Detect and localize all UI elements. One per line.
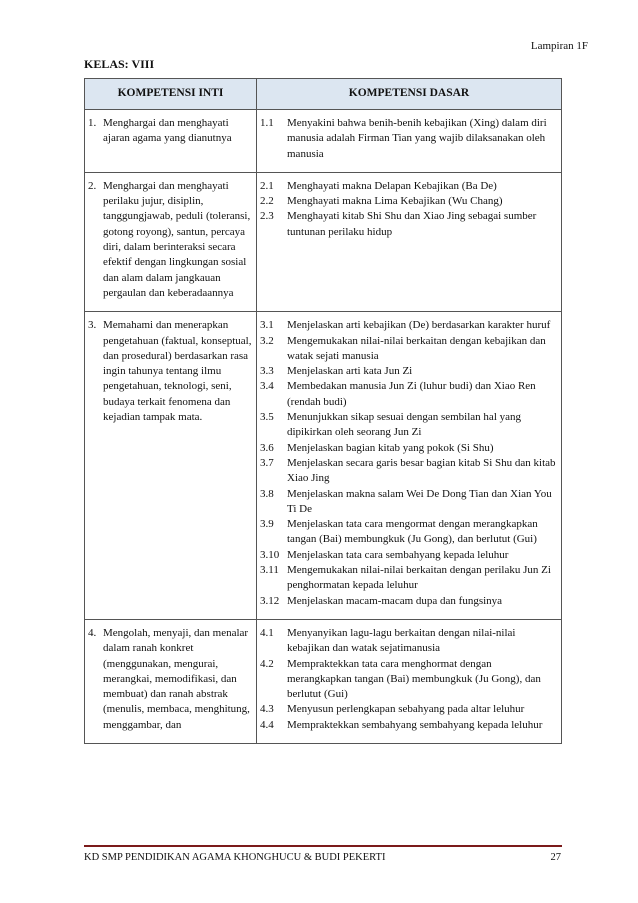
kd-text: Menjelaskan tata cara mengormat dengan merangkapkan tangan (Bai) membungkuk (Ju Gong), dan berlutut (Gui) <box>287 518 538 546</box>
kd-number: 4.3 <box>260 703 274 716</box>
kd-number: 3.7 <box>260 456 274 469</box>
kd-number: 3.9 <box>260 518 274 531</box>
kd-number: 2.3 <box>260 210 274 223</box>
kd-number: 4.4 <box>260 718 274 731</box>
kd-text: Mengemukakan nilai-nilai berkaitan dengan kebajikan dan watak sejati manusia <box>287 334 546 362</box>
column-header-kd: KOMPETENSI DASAR <box>257 79 562 110</box>
kd-number: 4.1 <box>260 626 274 639</box>
kd-text: Menghayati kitab Shi Shu dan Xiao Jing sebagai sumber tuntunan perilaku hidup <box>287 210 537 238</box>
kd-item <box>260 626 559 657</box>
kd-item <box>260 563 559 594</box>
kd-text: Menjelaskan macam-macam dupa dan fungsinya <box>287 594 503 607</box>
kd-item <box>260 209 559 240</box>
ki-text: Mengolah, menyaji, dan menalar dalam ranah konkret (menggunakan, mengurai, merangkai, memodifikasi, dan membuat) dan ranah abstrak (menulis, membaca, menghitung, menggambar, dan <box>103 626 250 731</box>
kd-item <box>260 718 559 733</box>
kd-item <box>260 456 559 487</box>
kd-number: 3.5 <box>260 411 274 424</box>
kd-cell <box>257 172 562 311</box>
kd-text: Menjelaskan bagian kitab yang pokok (Si Shu) <box>287 441 494 454</box>
ki-item <box>88 318 254 425</box>
kd-text: Menyakini bahwa benih-benih kebajikan (Xing) dalam diri manusia adalah Firman Tian yang wajib dilaksanakan oleh manusia <box>287 117 547 160</box>
kd-text: Menghayati makna Lima Kebajikan (Wu Chang) <box>287 195 503 208</box>
ki-cell <box>85 619 257 743</box>
table-row <box>85 172 562 311</box>
table-header-row <box>85 79 562 110</box>
ki-cell <box>85 172 257 311</box>
kd-text: Menyanyikan lagu-lagu berkaitan dengan nilai-nilai kebajikan dan watak sejatimanusia <box>287 626 516 655</box>
kd-text: Menjelaskan tata cara sembahyang kepada leluhur <box>287 548 509 561</box>
kd-number: 1.1 <box>260 117 274 129</box>
kd-number: 3.12 <box>260 594 280 607</box>
ki-item <box>88 116 254 147</box>
footer-divider <box>84 845 562 847</box>
table-row <box>85 312 562 620</box>
footer-title: KD SMP PENDIDIKAN AGAMA KHONGHUCU & BUDI PEKERTI <box>84 852 386 863</box>
kd-number: 3.11 <box>260 564 279 577</box>
kd-number: 3.8 <box>260 487 274 500</box>
ki-text: Memahami dan menerapkan pengetahuan (faktual, konseptual, dan prosedural) berdasarkan rasa ingin tahunya tentang ilmu pengetahuan, teknologi, seni, budaya terkait fenomena dan kejadian tampak mata. <box>103 319 252 424</box>
ki-number: 3. <box>88 319 97 332</box>
kd-item <box>260 548 559 563</box>
ki-number: 2. <box>88 179 97 192</box>
kd-text: Menjelaskan arti kebajikan (De) berdasarkan karakter huruf <box>287 319 551 332</box>
kd-item <box>260 334 559 365</box>
kd-item <box>260 441 559 456</box>
ki-item <box>88 626 254 733</box>
kd-number: 3.4 <box>260 380 274 393</box>
kd-text: Menjelaskan secara garis besar bagian kitab Si Shu dan kitab Xiao Jing <box>287 456 556 485</box>
kd-number: 4.2 <box>260 657 274 670</box>
kd-number: 3.2 <box>260 334 274 347</box>
kd-item <box>260 179 559 194</box>
kd-text: Menjelaskan makna salam Wei De Dong Tian dan Xian You Ti De <box>287 487 552 515</box>
ki-text: Menghargai dan menghayati ajaran agama yang dianutnya <box>103 117 232 145</box>
kd-item <box>260 487 559 518</box>
kd-text: Mengemukakan nilai-nilai berkaitan dengan perilaku Jun Zi penghormatan kepada leluhur <box>287 564 551 592</box>
kd-number: 3.1 <box>260 319 274 332</box>
kd-item <box>260 379 559 410</box>
kd-text: Menghayati makna Delapan Kebajikan (Ba De) <box>287 179 497 192</box>
kd-item <box>260 517 559 548</box>
kd-text: Menyusun perlengkapan sebahyang pada altar leluhur <box>287 703 525 716</box>
competency-table <box>84 78 562 744</box>
ki-cell <box>85 110 257 173</box>
kd-number: 3.10 <box>260 548 280 561</box>
column-header-ki: KOMPETENSI INTI <box>85 79 257 110</box>
lampiran-label: Lampiran 1F <box>530 40 588 52</box>
table-body <box>85 110 562 744</box>
ki-number: 4. <box>88 626 97 639</box>
kd-text: Membedakan manusia Jun Zi (luhur budi) dan Xiao Ren (rendah budi) <box>287 380 536 408</box>
kd-text: Mempraktekkan tata cara menghormat dengan merangkapkan tangan (Bai) membungkuk (Ju Gong), dan berlutut (Gui) <box>287 657 541 701</box>
kd-cell <box>257 619 562 743</box>
kd-item <box>260 318 559 333</box>
kd-number: 2.2 <box>260 195 274 208</box>
table-row <box>85 110 562 173</box>
kd-item <box>260 594 559 609</box>
kd-number: 3.6 <box>260 441 274 454</box>
ki-number: 1. <box>88 117 97 129</box>
kd-cell <box>257 312 562 620</box>
class-heading: KELAS: VIII <box>84 57 155 71</box>
kd-number: 3.3 <box>260 365 274 378</box>
ki-text: Menghargai dan menghayati perilaku jujur, disiplin, tanggungjawab, peduli (toleransi, gotong royong), santun, percaya diri, dalam berinteraksi secara efektif dengan lingkungan sosial dan alam dalam jangkauan pergaulan dan keberadaannya <box>103 179 251 299</box>
kd-item <box>260 194 559 209</box>
kd-text: Menunjukkan sikap sesuai dengan sembilan hal yang dipikirkan oleh seorang Jun Zi <box>287 411 522 439</box>
kd-item <box>260 364 559 379</box>
ki-item <box>88 179 254 301</box>
kd-cell <box>257 110 562 173</box>
kd-text: Menjelaskan arti kata Jun Zi <box>287 365 413 378</box>
kd-item <box>260 116 559 162</box>
kd-item <box>260 702 559 717</box>
page-number: 27 <box>550 852 561 863</box>
kd-text: Mempraktekkan sembahyang sembahyang kepada leluhur <box>287 718 543 731</box>
kd-item <box>260 410 559 441</box>
table-row <box>85 619 562 743</box>
ki-cell <box>85 312 257 620</box>
kd-item <box>260 657 559 703</box>
kd-number: 2.1 <box>260 179 274 192</box>
